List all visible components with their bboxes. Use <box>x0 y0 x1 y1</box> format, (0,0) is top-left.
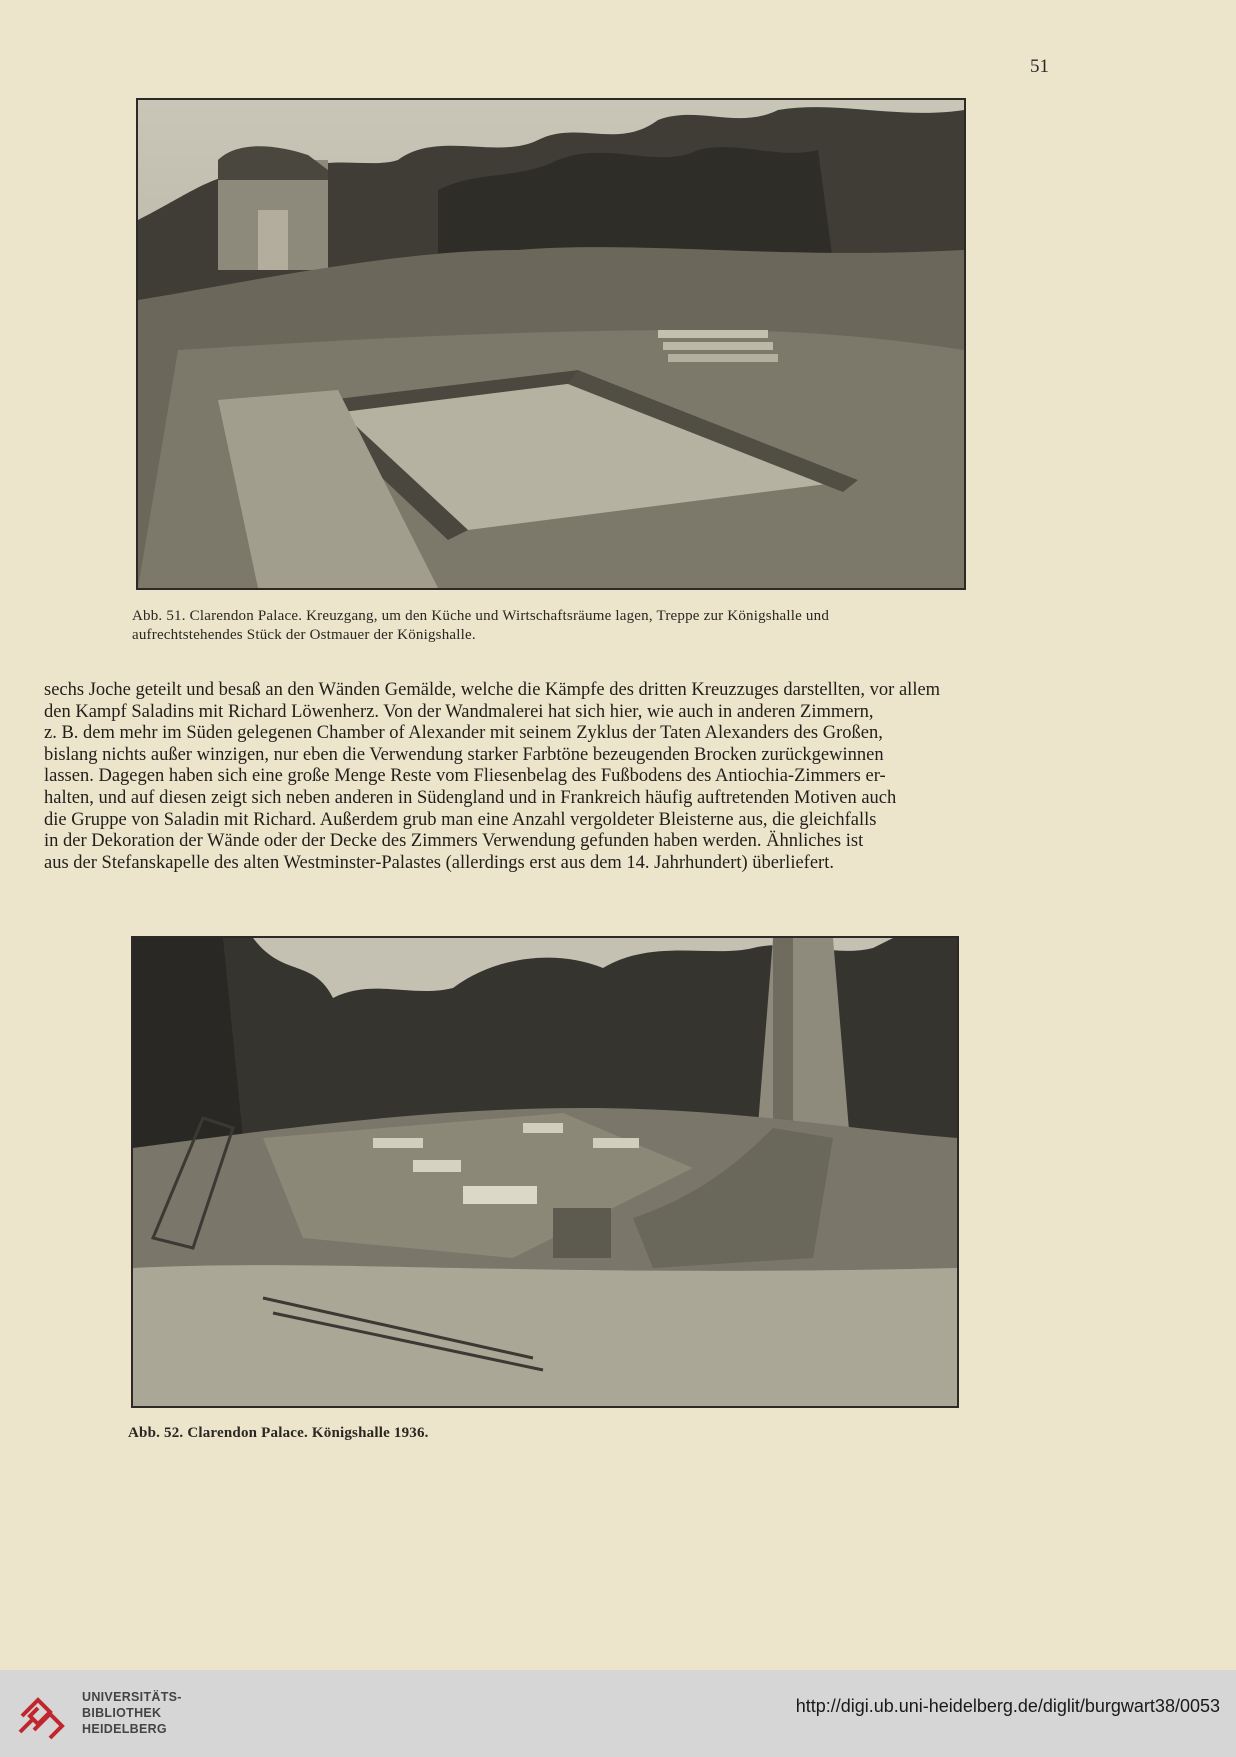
figure-51-caption <box>132 607 962 645</box>
page-number: 51 <box>1030 56 1049 77</box>
figure-52-caption <box>128 1424 958 1443</box>
figure-52-caption-line: Abb. 52. Clarendon Palace. Königshalle 1936. <box>128 1425 429 1441</box>
figure-51-caption-line: aufrechtstehendes Stück der Ostmauer der Königshalle. <box>132 627 476 643</box>
body-text <box>44 680 1054 874</box>
body-line: lassen. Dagegen haben sich eine große Menge Reste vom Fliesenbelag des Fußbodens des Antiochia-Zimmers er- <box>44 766 886 787</box>
figure-51-photo <box>136 98 966 590</box>
body-line: sechs Joche geteilt und besaß an den Wänden Gemälde, welche die Kämpfe des dritten Kreuzzuges darstellten, vor allem <box>44 680 941 700</box>
library-name <box>82 1689 232 1737</box>
figure-52-image <box>133 938 957 1406</box>
footer-bar <box>0 1670 1236 1757</box>
library-name-line: HEIDELBERG <box>82 1722 167 1736</box>
figure-51-image <box>138 100 964 588</box>
library-name-line: UNIVERSITÄTS- <box>82 1690 182 1704</box>
body-line: bislang nichts außer winzigen, nur eben die Verwendung starker Farbtöne bezeugenden Brocken zurückgewinnen <box>44 744 884 765</box>
body-line: in der Dekoration der Wände oder der Decke des Zimmers Verwendung gefunden haben werden. Ähnliches ist <box>44 831 864 852</box>
body-line: den Kampf Saladins mit Richard Löwenherz. Von der Wandmalerei hat sich hier, wie auch in anderen Zimmern, <box>44 701 874 722</box>
body-line: die Gruppe von Saladin mit Richard. Außerdem grub man eine Anzahl vergoldeter Bleisterne aus, die gleichfalls <box>44 809 877 830</box>
body-line: aus der Stefanskapelle des alten Westminster-Palastes (allerdings erst aus dem 14. Jahrhundert) überliefert. <box>44 852 834 873</box>
body-line: halten, und auf diesen zeigt sich neben anderen in Südengland und in Frankreich häufig auftretenden Motiven auch <box>44 787 897 808</box>
figure-51-caption-line: Abb. 51. Clarendon Palace. Kreuzgang, um den Küche und Wirtschaftsräume lagen, Treppe zur Königshalle und <box>132 608 830 624</box>
body-line: z. B. dem mehr im Süden gelegenen Chamber of Alexander mit seinem Zyklus der Taten Alexanders des Großen, <box>44 723 883 744</box>
library-logo-icon[interactable] <box>16 1686 72 1742</box>
figure-52-photo <box>131 936 959 1408</box>
library-name-line: BIBLIOTHEK <box>82 1706 162 1720</box>
source-url-link[interactable]: http://digi.ub.uni-heidelberg.de/diglit/burgwart38/0053 <box>795 1696 1220 1716</box>
